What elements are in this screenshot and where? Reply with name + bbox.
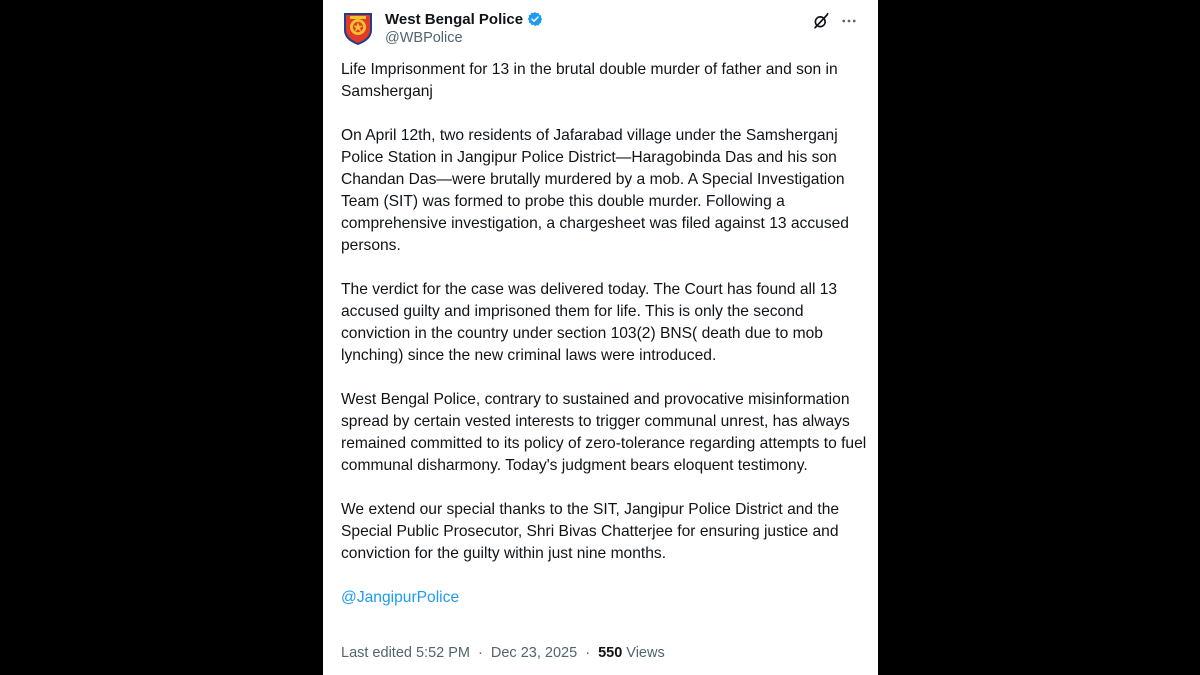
account-identity bbox=[385, 9, 543, 46]
post-paragraph-statement: West Bengal Police, contrary to sustained and provocative misinformation spread by certain vested interests to trigger communal unrest, has always remained committed to its policy of zero-tolerance regarding attempts to fuel communal disharmony. Today's judgment bears eloquent testimony. bbox=[341, 391, 867, 474]
post-mention-line bbox=[341, 587, 869, 609]
meta-separator: · bbox=[478, 645, 483, 661]
more-horizontal-icon bbox=[840, 12, 858, 30]
mention-link[interactable]: @JangipurPolice bbox=[341, 589, 460, 606]
post-meta bbox=[341, 645, 665, 661]
post-header bbox=[341, 6, 864, 54]
verified-badge-icon[interactable] bbox=[527, 11, 543, 27]
views-label: Views bbox=[626, 645, 665, 661]
meta-separator: · bbox=[585, 645, 591, 661]
display-name[interactable]: West Bengal Police bbox=[385, 10, 524, 28]
grok-button[interactable] bbox=[810, 10, 832, 32]
post-text bbox=[341, 59, 869, 631]
name-row bbox=[385, 9, 543, 29]
post-paragraph-headline: Life Imprisonment for 13 in the brutal double murder of father and son in Samsherganj bbox=[341, 61, 838, 100]
last-edited-link[interactable]: Last edited 5:52 PM bbox=[341, 645, 470, 661]
grok-icon bbox=[812, 12, 830, 30]
post-card bbox=[323, 0, 878, 675]
post-paragraph-thanks: We extend our special thanks to the SIT, Jangipur Police District and the Special Public Prosecutor, Shri Bivas Chatterjee for ensuring justice and conviction for the guilty within just nine months. bbox=[341, 501, 840, 562]
post-paragraph-verdict: The verdict for the case was delivered today. The Court has found all 13 accused guilty and imprisoned them for life. This is only the second conviction in the country under section 103(2) BNS( death due to mob lynching) since the new criminal laws were introduced. bbox=[341, 281, 838, 364]
views-count: 550 bbox=[598, 645, 623, 661]
police-badge-icon bbox=[341, 10, 375, 46]
more-button[interactable] bbox=[838, 10, 860, 32]
post-date[interactable]: Dec 23, 2025 bbox=[490, 645, 578, 661]
account-handle[interactable]: @WBPolice bbox=[385, 30, 463, 46]
avatar[interactable] bbox=[341, 10, 375, 46]
post-paragraph-incident: On April 12th, two residents of Jafarabad village under the Samsherganj Police Station in Jangipur Police District—Haragobinda Das and his son Chandan Das—were brutally murdered by a mob. A Special Investigation Team (SIT) was formed to probe this double murder. Following a comprehensive investigation, a chargesheet was filed against 13 accused persons. bbox=[341, 127, 849, 254]
post-actions bbox=[804, 10, 860, 32]
